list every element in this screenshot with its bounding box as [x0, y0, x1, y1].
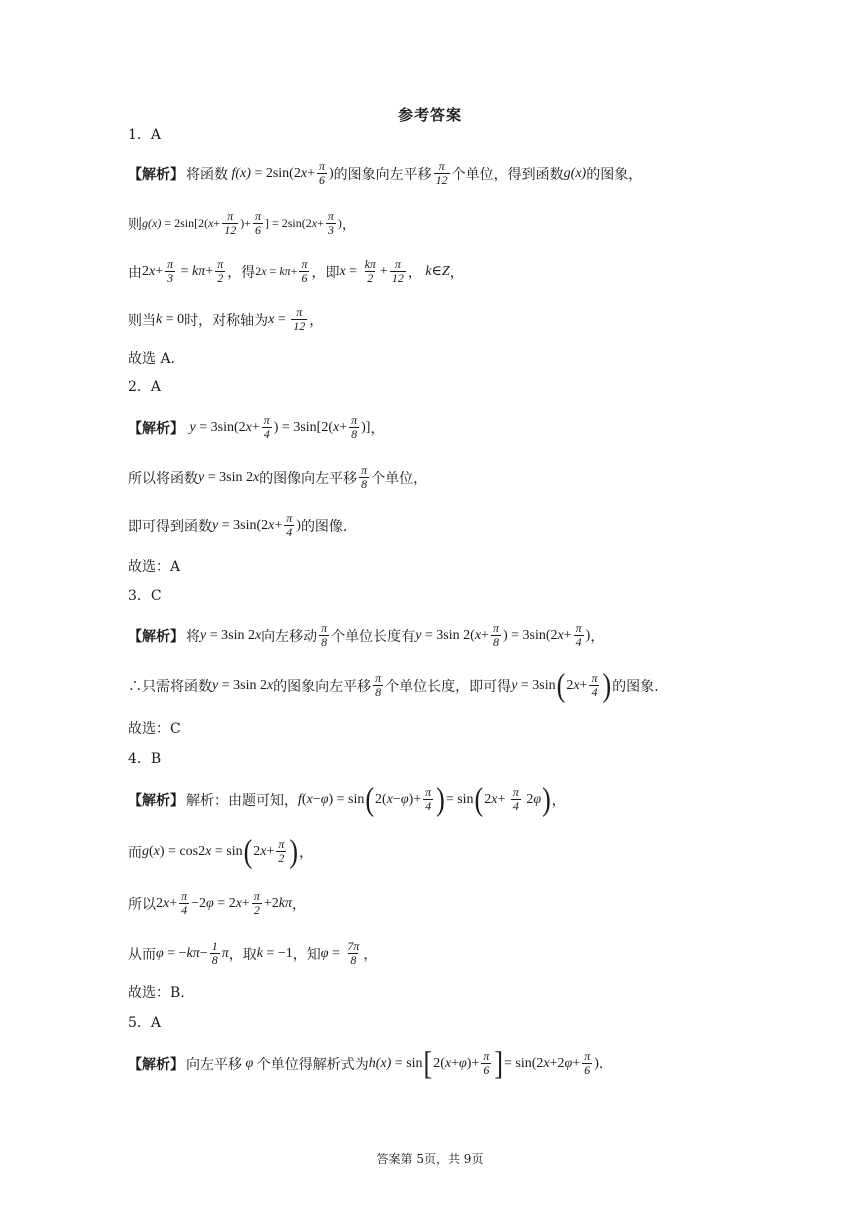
- page-title: 参考答案: [397, 106, 462, 124]
- q2-line1: 【解析】 y = 3sin(2 x + $\frac{\pi}{4}$ ) = 3sin[2( x + $\frac{\pi}{8}$ )] ，: [128, 413, 385, 441]
- page-footer: 答案第 5页，共 9页: [376, 1152, 484, 1166]
- q1-line3: 由 2 x + $\frac{\pi}{3}$ = kπ + $\frac{\pi}{2}$ ，得 2 x = kπ + $\frac{\pi}{6}$ ，即 x = $\frac{k\pi}{2}$ + $\frac{\pi}{12}$ ， k ∈ Z ，: [128, 257, 464, 285]
- q2-line3: 即可得到函数 y = 3sin(2 x + $\frac{\pi}{4}$ ) 的图像.: [128, 511, 348, 539]
- q3-line2: ∴只需将函数 y = 3sin 2 x 的图象向左平移 $\frac{\pi}{8}$ 个单位长度，即可得 y = 3sin ( 2 x + $\frac{\pi}{4}$ ) 的图象.: [128, 666, 659, 703]
- q1-number: 1．A: [128, 127, 162, 143]
- q4-line3: 所以 2 x + $\frac{\pi}{4}$ −2 φ = 2 x + $\frac{\pi}{2}$ +2 kπ ，: [128, 889, 306, 917]
- q5-number: 5．A: [128, 1015, 162, 1031]
- q3-line1: 【解析】 将 y = 3sin 2 x 向左移动 $\frac{\pi}{8}$ 个单位长度有 y = 3sin 2( x + $\frac{\pi}{8}$ ) = 3sin(2 x + $\frac{\pi}{4}$ ) ，: [128, 621, 605, 649]
- formula: g(x) = 2sin[2( x + $\frac{\pi}{12}$ )+ $\frac{\pi}{6}$ ] = 2sin(2 x + $\frac{\pi}{3}$ ): [142, 209, 342, 237]
- q4-line2: 而 g ( x ) = cos2 x = sin ( 2 x + $\frac{\pi}{2}$ ) ，: [128, 832, 314, 869]
- q1-line4: 则当 k = 0 时，对称轴为 x = $\frac{\pi}{12}$ ，: [128, 305, 324, 333]
- q1-line1: 【解析】 将函数 f(x) = 2sin(2 x + $\frac{\pi}{6}$ ) 的图象向左平移 $\frac{\pi}{12}$ 个单位，得到函数 g(x) 的图象，: [128, 159, 643, 187]
- formula: f(x) = 2sin(2 x + $\frac{\pi}{6}$ ): [228, 159, 334, 187]
- q3-number: 3．C: [128, 588, 162, 604]
- analysis-tag: 【解析】: [128, 166, 184, 183]
- formula: f ( x − φ ) = sin ( 2( x − φ )+ $\frac{\pi}{4}$ ) = sin ( 2 x + $\frac{\pi}{4}$ 2 φ ): [298, 780, 551, 817]
- formula: h(x) = sin [ 2( x + φ )+ $\frac{\pi}{6}$ ] = sin(2 x +2 φ + $\frac{\pi}{6}$ ): [368, 1044, 599, 1081]
- q4-line1: 【解析】 解析：由题可知， f ( x − φ ) = sin ( 2( x − φ )+ $\frac{\pi}{4}$ ) = sin ( 2 x + $\frac{\pi}{4}$ 2 φ ) ，: [128, 780, 566, 817]
- q4-line5: 故选：B.: [128, 985, 185, 1001]
- q1-line2: 则 g(x) = 2sin[2( x + $\frac{\pi}{12}$ )+ $\frac{\pi}{6}$ ] = 2sin(2 x + $\frac{\pi}{3}$ ) ，: [128, 209, 356, 237]
- q2-line2: 所以将函数 y = 3sin 2 x 的图像向左平移 $\frac{\pi}{8}$ 个单位，: [128, 463, 428, 491]
- formula: y = 3sin(2 x + $\frac{\pi}{4}$ ) = 3sin[2( x + $\frac{\pi}{8}$ )]: [186, 413, 371, 441]
- q4-line4: 从而 φ = − kπ − $\frac{1}{8}$ π ，取 k = −1 ，知 φ = $\frac{7\pi}{8}$ ，: [128, 939, 378, 967]
- q3-line3: 故选：C: [128, 721, 181, 737]
- q4-number: 4．B: [128, 751, 162, 767]
- q5-line1: 【解析】 向左平移 φ 个单位得解析式为 h(x) = sin [ 2( x + φ )+ $\frac{\pi}{6}$ ] = sin(2 x +2 φ + $\frac{\pi}{6}$ ) .: [128, 1044, 604, 1081]
- q1-line5: 故选 A.: [128, 351, 176, 367]
- q2-number: 2．A: [128, 379, 162, 395]
- q2-line4: 故选：A: [128, 559, 181, 575]
